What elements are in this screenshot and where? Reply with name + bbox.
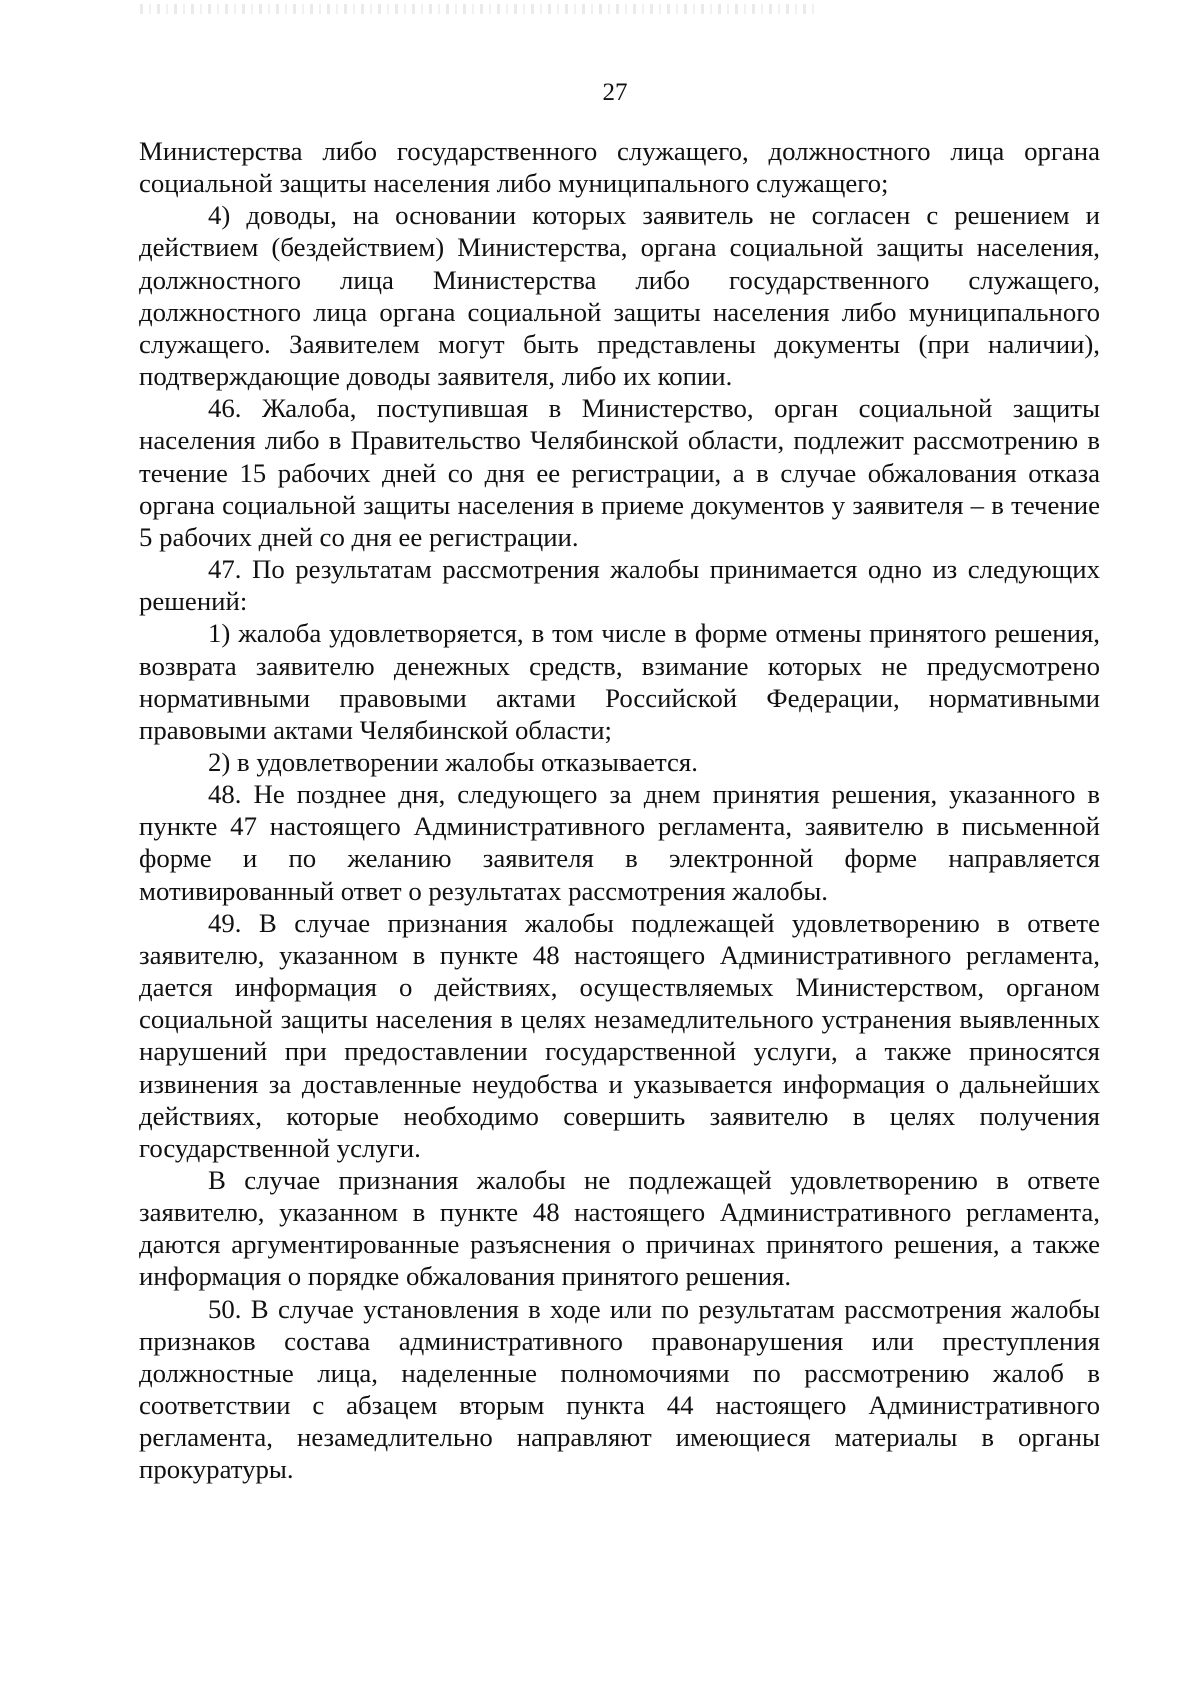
paragraph-47-item-2: 2) в удовлетворении жалобы отказывается. xyxy=(208,746,698,777)
scan-artifact xyxy=(140,4,820,14)
page-number: 27 xyxy=(602,79,628,106)
paragraph-47: 47. По результатам рассмотрения жалобы принимается одно из следующих решений: xyxy=(139,554,1100,617)
paragraph-continuation: Министерства либо государственного служащего, должностного лица органа социальной защиты населения либо муниципального служащего; xyxy=(139,136,1100,199)
paragraph-46: 46. Жалоба, поступившая в Министерство, орган социальной защиты населения либо в Правительство Челябинской области, подлежит рассмотрению в течение 15 рабочих дней со дня ее регистрации, а в случае обжалования отказа органа социальной защиты населения в приеме документов у заявителя – в течение 5 рабочих дней со дня ее регистрации. xyxy=(139,393,1100,552)
paragraph-47-item-1: 1) жалоба удовлетворяется, в том числе в форме отмены принятого решения, возврата заявителю денежных средств, взимание которых не предусмотрено нормативными правовыми актами Российской Федерации, нормативными правовыми актами Челябинской области; xyxy=(139,618,1100,745)
paragraph-49-refusal: В случае признания жалобы не подлежащей удовлетворению в ответе заявителю, указанном в пункте 48 настоящего Административного регламента, даются аргументированные разъяснения о причинах принятого решения, а также информация о порядке обжалования принятого решения. xyxy=(139,1165,1100,1292)
paragraph-item-4: 4) доводы, на основании которых заявитель не согласен с решением и действием (бездействием) Министерства, органа социальной защиты населения, должностного лица Министерства либо государственного служащего, должностного лица органа социальной защиты населения либо муниципального служащего. Заявителем могут быть представлены документы (при наличии), подтверждающие доводы заявителя, либо их копии. xyxy=(139,200,1100,392)
paragraph-48: 48. Не позднее дня, следующего за днем принятия решения, указанного в пункте 47 настоящего Административного регламента, заявителю в письменной форме и по желанию заявителя в электронной форме направляется мотивированный ответ о результатах рассмотрения жалобы. xyxy=(139,779,1100,906)
paragraph-50: 50. В случае установления в ходе или по результатам рассмотрения жалобы признаков состава административного правонарушения или преступления должностные лица, наделенные полномочиями по рассмотрению жалоб в соответствии с абзацем вторым пункта 44 настоящего Административного регламента, незамедлительно направляют имеющиеся материалы в органы прокуратуры. xyxy=(139,1293,1100,1485)
document-body xyxy=(139,135,1100,1486)
paragraph-49: 49. В случае признания жалобы подлежащей удовлетворению в ответе заявителю, указанном в пункте 48 настоящего Административного регламента, дается информация о действиях, осуществляемых Министерством, органом социальной защиты населения в целях незамедлительного устранения выявленных нарушений при предоставлении государственной услуги, а также приносятся извинения за доставленные неудобства и указывается информация о дальнейших действиях, которые необходимо совершить заявителю в целях получения государственной услуги. xyxy=(139,907,1100,1163)
